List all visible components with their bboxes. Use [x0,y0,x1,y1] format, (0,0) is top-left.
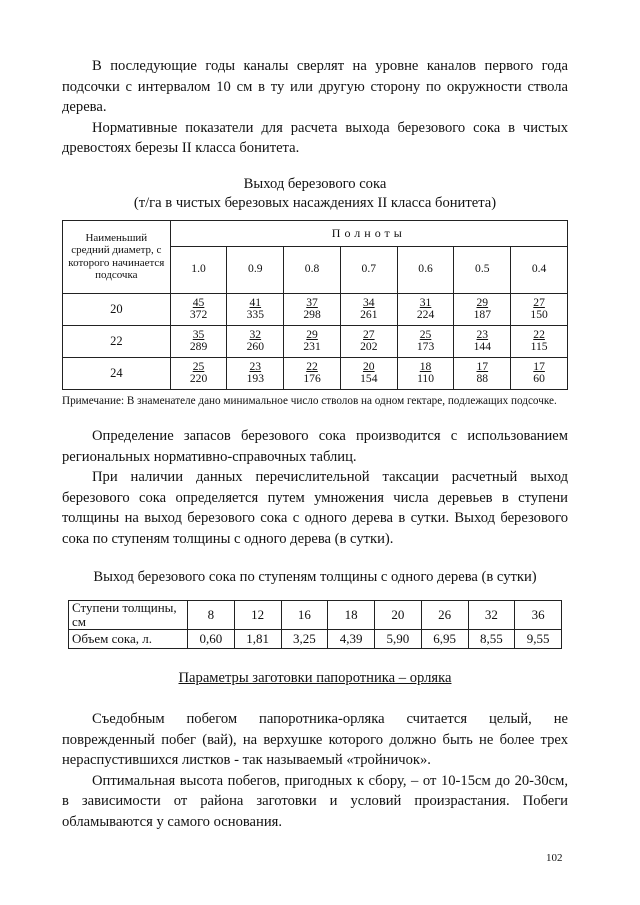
column-header: 0.6 [397,246,454,293]
yield-cell [170,357,227,389]
yield-cell [170,293,227,325]
yield-denominator: 224 [416,308,435,321]
yield-cell [397,293,454,325]
yield-cell [454,293,511,325]
yield-denominator: 144 [473,340,491,353]
table1-title-line2: (т/га в чистых березовых насаждениях II класса бонитета) [133,194,497,211]
yield-cell [397,325,454,357]
yield-numerator: 35 [192,327,205,341]
sap-per-tree-table [68,600,562,649]
yield-denominator: 220 [189,372,208,385]
page-number: 102 [546,852,563,864]
section3-heading: Параметры заготовки папоротника – орляка [178,670,452,686]
diameter-cell: 22 [63,325,171,357]
step-cell: 8 [188,601,235,630]
yield-numerator: 32 [249,327,262,341]
yield-numerator: 27 [363,327,375,341]
yield-numerator: 37 [306,295,318,309]
step-cell: 16 [281,601,328,630]
yield-numerator: 23 [476,327,489,341]
yield-denominator: 115 [530,340,548,353]
yield-numerator: 20 [363,359,375,373]
yield-numerator: 27 [533,295,545,309]
yield-cell [340,293,397,325]
table2-row1-label: Ступени толщины, см [69,601,188,630]
table2-title: Выход березового сока по ступеням толщины с одного дерева (в сутки) [93,569,537,585]
yield-denominator: 231 [303,340,321,353]
column-header: 0.4 [511,246,568,293]
table1-title-line1: Выход березового сока [243,175,387,192]
yield-denominator: 289 [189,340,208,353]
yield-denominator: 372 [189,308,208,321]
section3-paragraph-1: Съедобным побегом папоротника-орляка считается целый, не поврежденный побег (вай), на верхушке которого должно быть не более трех нераспустившихся листков - так называемый «тройничок». [62,711,568,768]
table1-row-header: Наименьший средний диаметр, с которого начинается подсочка [63,220,171,293]
yield-cell [454,357,511,389]
yield-numerator: 23 [249,359,262,373]
column-header: 1.0 [170,246,227,293]
yield-numerator: 31 [419,295,432,309]
table2-row2-label: Объем сока, л. [69,630,188,649]
table1-title [62,175,568,213]
yield-numerator: 22 [306,359,318,373]
yield-cell [170,325,227,357]
yield-denominator: 154 [360,372,378,385]
table1-note: Примечание: В знаменателе дано минимальное число стволов на одном гектаре, подлежащих подсочке. [62,394,557,407]
yield-denominator: 176 [303,372,321,385]
sap-yield-table [62,220,568,390]
table1-row [63,357,568,389]
step-cell: 26 [421,601,468,630]
volume-cell: 1,81 [234,630,281,649]
yield-denominator: 193 [246,372,264,385]
yield-numerator: 25 [192,359,205,373]
section2-paragraph-2: При наличии данных перечислительной таксации расчетный выход березового сока определяется путем умножения числа деревьев в ступени толщины на выход березового сока с одного дерева в сутки. Выход березового сока по ступеням толщины с одного дерева (в сутки). [62,469,568,547]
yield-denominator: 60 [533,372,545,385]
yield-cell [227,357,284,389]
volume-cell: 8,55 [468,630,515,649]
table1-body [63,293,568,389]
volume-cell: 6,95 [421,630,468,649]
yield-denominator: 110 [417,372,435,385]
yield-denominator: 150 [530,308,548,321]
yield-denominator: 202 [360,340,378,353]
diameter-cell: 24 [63,357,171,389]
yield-numerator: 18 [419,359,432,373]
yield-denominator: 173 [416,340,435,353]
column-header: 0.8 [284,246,341,293]
yield-numerator: 29 [476,295,489,309]
intro-paragraph-1: В последующие годы каналы сверлят на уровне каналов первого года подсочки с интервалом 10 см в ту или другую сторону по окружности ствола дерева. [62,58,568,115]
step-cell: 32 [468,601,515,630]
yield-denominator: 260 [246,340,264,353]
volume-cell: 4,39 [328,630,375,649]
table1-group-header: Полноты [170,220,567,246]
section2-paragraph-1: Определение запасов березового сока производится с использованием региональных нормативно-справочных таблиц. [62,428,568,465]
yield-denominator: 261 [360,308,378,321]
step-cell: 12 [234,601,281,630]
yield-numerator: 29 [306,327,318,341]
table2-row-volumes [69,630,562,649]
yield-numerator: 25 [419,327,432,341]
yield-denominator: 335 [246,308,264,321]
volume-cell: 5,90 [375,630,422,649]
yield-cell [340,357,397,389]
yield-numerator: 17 [533,359,545,373]
table1-row [63,293,568,325]
column-header: 0.5 [454,246,511,293]
table2-row-steps [69,601,562,630]
step-cell: 36 [515,601,562,630]
intro-paragraph-2: Нормативные показатели для расчета выхода березового сока в чистых древостоях березы II класса бонитета. [62,119,568,156]
yield-cell [227,325,284,357]
yield-numerator: 22 [533,327,545,341]
yield-cell [284,325,341,357]
yield-cell [454,325,511,357]
yield-numerator: 41 [249,295,262,309]
yield-numerator: 17 [476,359,489,373]
step-cell: 18 [328,601,375,630]
column-header: 0.7 [340,246,397,293]
yield-cell [397,357,454,389]
yield-cell [511,357,568,389]
section2 [62,426,568,549]
yield-cell [284,293,341,325]
volume-cell: 0,60 [188,630,235,649]
column-header: 0.9 [227,246,284,293]
yield-cell [227,293,284,325]
yield-numerator: 34 [363,295,375,309]
step-cell: 20 [375,601,422,630]
page-content [62,56,568,832]
yield-denominator: 298 [303,308,321,321]
yield-denominator: 187 [473,308,491,321]
section3-paragraph-2: Оптимальная высота побегов, пригодных к сбору, – от 10-15см до 20-30см, в зависимости от района заготовки и условий произрастания. Побеги обламываются у самого основания. [62,772,568,830]
section3 [62,709,568,832]
yield-cell [511,325,568,357]
yield-cell [340,325,397,357]
yield-cell [284,357,341,389]
table1-row [63,325,568,357]
diameter-cell: 20 [63,293,171,325]
yield-denominator: 88 [476,372,489,385]
volume-cell: 9,55 [515,630,562,649]
yield-cell [511,293,568,325]
volume-cell: 3,25 [281,630,328,649]
yield-numerator: 45 [192,295,205,309]
